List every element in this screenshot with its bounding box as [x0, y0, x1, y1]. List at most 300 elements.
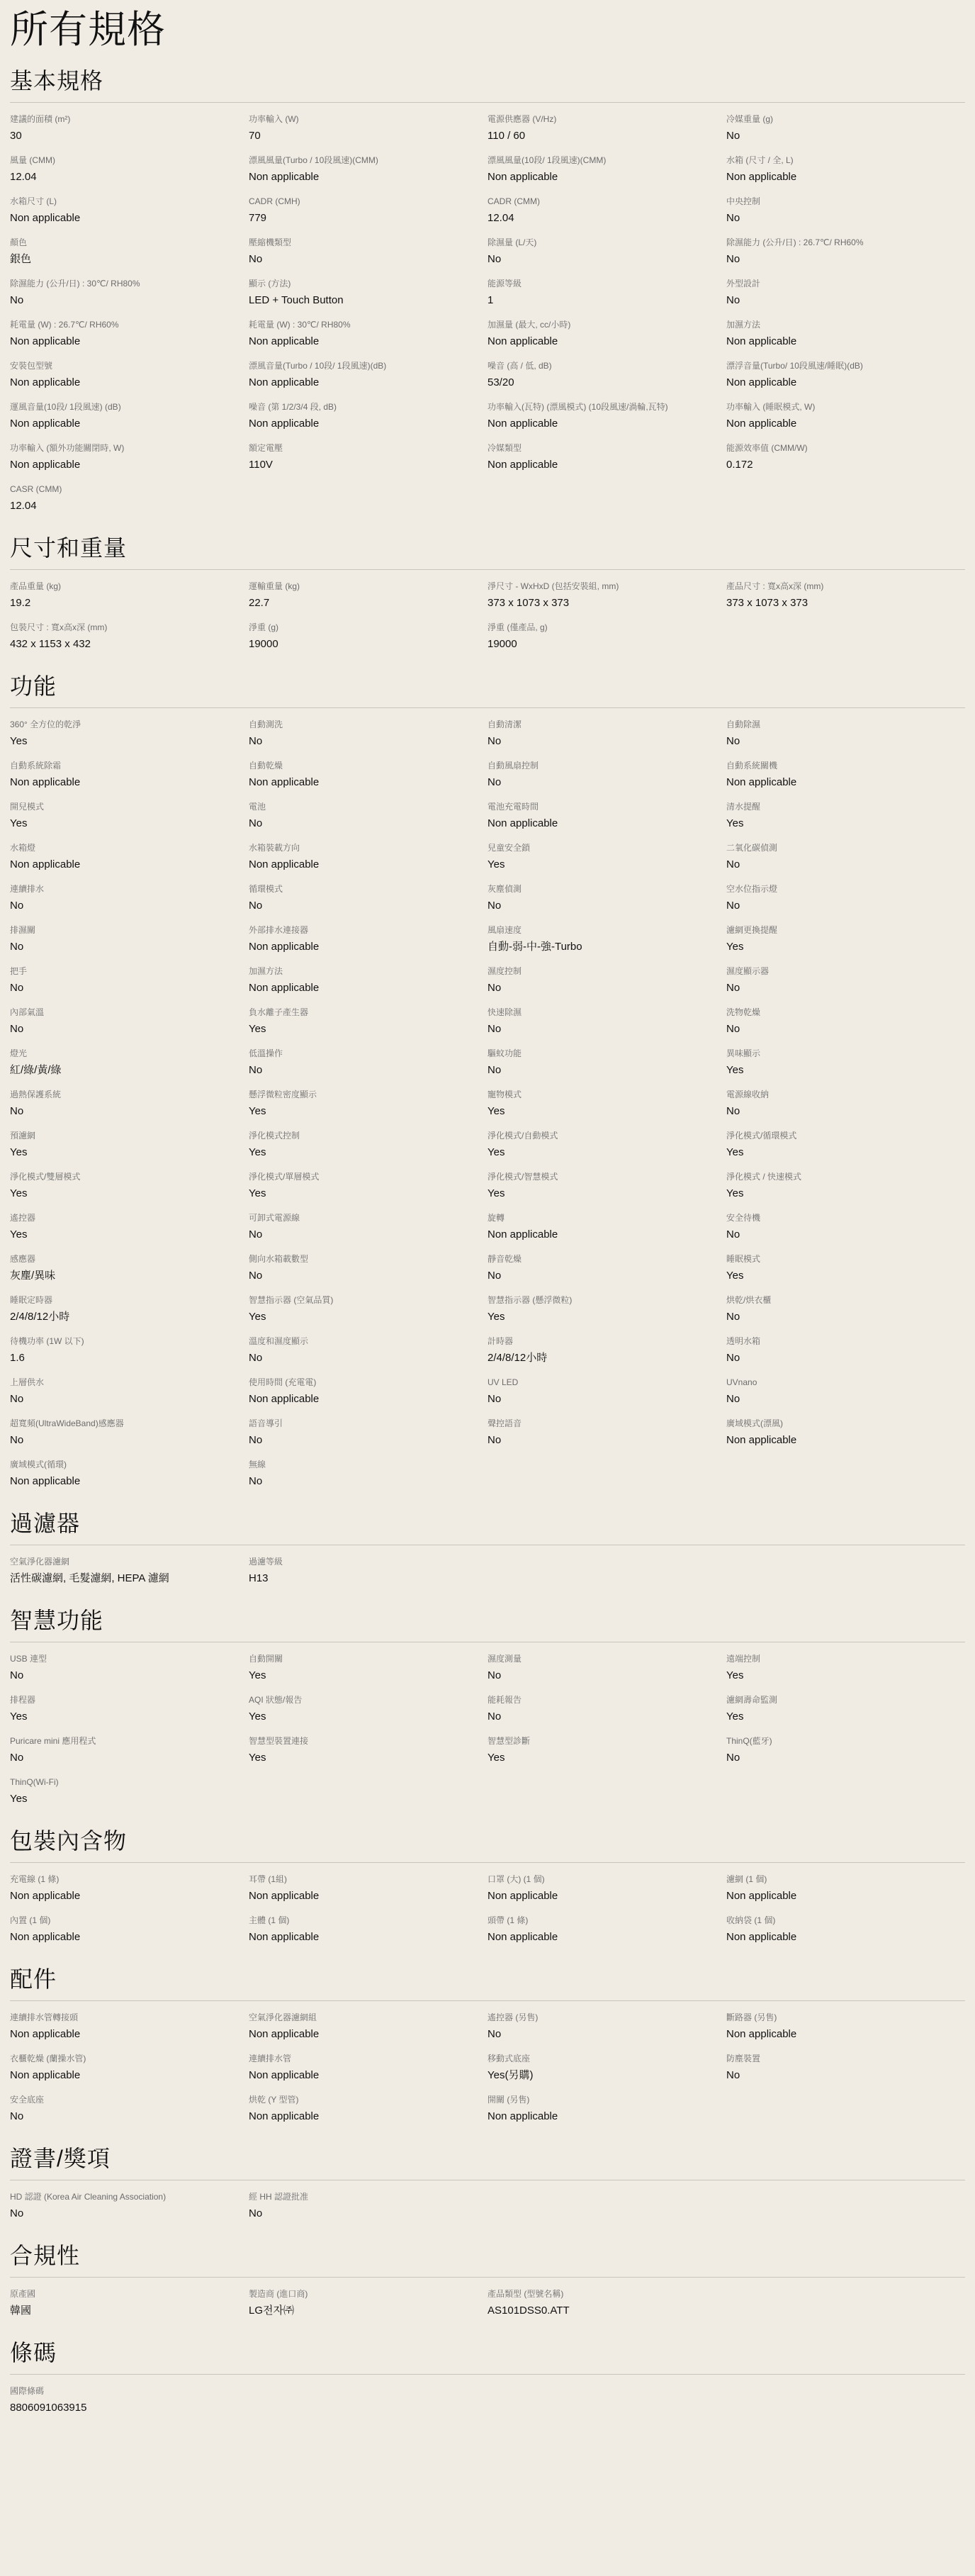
- spec-value: 韓國: [10, 2305, 32, 2317]
- spec-value: No: [488, 1393, 502, 1405]
- spec-item: [249, 359, 488, 401]
- spec-item: [10, 800, 249, 841]
- spec-label: 低溫操作: [249, 1048, 283, 1058]
- spec-label: 排濕關: [10, 925, 36, 935]
- spec-label: 功率輸入 (W): [249, 114, 299, 124]
- spec-label: 主體 (1 個): [249, 1915, 290, 1925]
- spec-item: [488, 759, 726, 800]
- spec-item: [726, 1652, 965, 1693]
- spec-label: 能源效率值 (CMM/W): [726, 443, 808, 453]
- spec-value: Non applicable: [488, 418, 558, 430]
- spec-section: [10, 1825, 965, 1955]
- spec-label: 過濾等級: [249, 1557, 283, 1567]
- spec-label: 透明水箱: [726, 1336, 761, 1346]
- spec-label: 側向水箱載數型: [249, 1254, 309, 1264]
- spec-label: 運風音量(10段/ 1段風速) (dB): [10, 402, 121, 412]
- spec-value: Non applicable: [10, 418, 81, 430]
- spec-value: No: [10, 941, 24, 953]
- spec-value: Non applicable: [488, 817, 558, 829]
- spec-item: [726, 113, 965, 154]
- spec-value: Non applicable: [726, 1434, 797, 1446]
- spec-item: [726, 883, 965, 924]
- spec-label: 淨化模式/循環模式: [726, 1131, 797, 1141]
- spec-label: 水箱燈: [10, 843, 36, 853]
- spec-label: 耳帶 (1組): [249, 1874, 288, 1884]
- spec-label: 水箱 (尺寸 / 全, L): [726, 155, 794, 165]
- spec-value: Non applicable: [10, 1475, 81, 1487]
- spec-label: 待機功率 (1W 以下): [10, 1336, 84, 1346]
- spec-value: Yes: [249, 1105, 266, 1117]
- spec-item: [488, 800, 726, 841]
- spec-value: Non applicable: [10, 335, 81, 347]
- spec-item: [10, 483, 249, 524]
- spec-value: Non applicable: [488, 2110, 558, 2122]
- spec-item: [488, 1129, 726, 1170]
- spec-label: 淨化模式/單層模式: [249, 1172, 320, 1182]
- spec-item: [249, 1652, 488, 1693]
- spec-label: 安裝包型號: [10, 361, 53, 371]
- spec-label: 外型設計: [726, 279, 761, 289]
- spec-value: 12.04: [10, 171, 37, 183]
- section-title: 合規性: [10, 2243, 81, 2268]
- spec-item: [249, 236, 488, 277]
- spec-value: No: [10, 1023, 24, 1035]
- spec-value: 19000: [249, 638, 278, 650]
- spec-value: Non applicable: [726, 1890, 797, 1902]
- spec-item: [10, 1458, 249, 1499]
- spec-label: 灰塵偵測: [488, 884, 522, 894]
- spec-value: Yes: [10, 1793, 28, 1805]
- spec-value: No: [726, 294, 740, 306]
- spec-item: [488, 1735, 726, 1776]
- spec-item: [726, 236, 965, 277]
- spec-item: [488, 621, 726, 662]
- spec-value: Yes(另購): [488, 2069, 534, 2081]
- spec-label: 遠端控制: [726, 1654, 761, 1664]
- spec-grid: [10, 2385, 965, 2426]
- spec-value: Non applicable: [249, 376, 320, 388]
- spec-value: Non applicable: [726, 418, 797, 430]
- spec-grid: [10, 718, 965, 1499]
- spec-item: [249, 580, 488, 621]
- spec-value: Non applicable: [249, 1393, 320, 1405]
- spec-label: 國際條碼: [10, 2386, 45, 2396]
- spec-label: 冷媒重量 (g): [726, 114, 774, 124]
- spec-label: 額定電壓: [249, 443, 283, 453]
- spec-item: [10, 318, 249, 359]
- spec-value: Non applicable: [488, 335, 558, 347]
- spec-label: 能耗報告: [488, 1695, 522, 1705]
- spec-grid: [10, 580, 965, 662]
- spec-value: No: [726, 1105, 740, 1117]
- spec-item: [249, 1914, 488, 1955]
- spec-section: [10, 2337, 965, 2426]
- spec-item: [249, 1693, 488, 1735]
- spec-item: [726, 1006, 965, 1047]
- spec-item: [488, 1652, 726, 1693]
- spec-label: 包裝尺寸 : 寬x高x深 (mm): [10, 622, 108, 632]
- spec-item: [249, 1417, 488, 1458]
- spec-item: [488, 1693, 726, 1735]
- spec-value: Yes: [10, 1146, 28, 1158]
- spec-label: 加濕量 (最大, cc/小時): [488, 320, 571, 330]
- spec-label: 功率輸入 (睡眠模式, W): [726, 402, 816, 412]
- spec-label: 自動開關: [249, 1654, 283, 1664]
- spec-item: [249, 1294, 488, 1335]
- spec-value: 2/4/8/12小時: [10, 1311, 70, 1323]
- spec-item: [726, 759, 965, 800]
- spec-item: [488, 1170, 726, 1211]
- spec-label: 濾網壽命監測: [726, 1695, 778, 1705]
- spec-item: [10, 2011, 249, 2052]
- spec-label: 壓縮機類型: [249, 237, 292, 247]
- spec-item: [249, 759, 488, 800]
- spec-label: 燈光: [10, 1048, 28, 1058]
- spec-item: [10, 277, 249, 318]
- spec-value: Non applicable: [488, 1890, 558, 1902]
- spec-label: 淨化模式/雙層模式: [10, 1172, 81, 1182]
- spec-label: 清水提醒: [726, 802, 761, 812]
- spec-value: Yes: [249, 1146, 266, 1158]
- spec-label: 原產國: [10, 2289, 36, 2299]
- spec-section: [10, 1508, 965, 1596]
- spec-value: No: [726, 735, 740, 747]
- spec-item: [10, 195, 249, 236]
- spec-item: [10, 1129, 249, 1170]
- spec-value: Non applicable: [726, 1931, 797, 1943]
- spec-section: [10, 2240, 965, 2329]
- spec-label: 過熱保護系統: [10, 1090, 62, 1099]
- spec-value: No: [10, 2207, 24, 2219]
- spec-item: [10, 113, 249, 154]
- spec-label: 口罩 (大) (1 個): [488, 1874, 545, 1884]
- spec-item: [10, 841, 249, 883]
- spec-value: Non applicable: [726, 376, 797, 388]
- spec-item: [249, 401, 488, 442]
- spec-value: Yes: [249, 1669, 266, 1681]
- spec-label: 噪音 (第 1/2/3/4 段, dB): [249, 402, 337, 412]
- spec-label: 風量 (CMM): [10, 155, 55, 165]
- spec-item: [726, 318, 965, 359]
- spec-label: 開兒模式: [10, 802, 45, 812]
- section-title: 尺寸和重量: [10, 535, 128, 561]
- spec-item: [726, 442, 965, 483]
- spec-label: AQI 狀態/報告: [249, 1695, 303, 1705]
- spec-label: UV LED: [488, 1377, 519, 1387]
- spec-item: [10, 621, 249, 662]
- spec-value: Non applicable: [10, 2028, 81, 2040]
- spec-item: [249, 1211, 488, 1253]
- spec-label: 自動系統除霜: [10, 761, 62, 771]
- spec-item: [488, 154, 726, 195]
- spec-item: [249, 2190, 488, 2231]
- spec-label: 快速除濕: [488, 1007, 522, 1017]
- section-divider: [10, 569, 965, 570]
- spec-value: No: [249, 1228, 263, 1241]
- spec-label: 自動風扇控制: [488, 761, 539, 771]
- spec-label: 電源線收納: [726, 1090, 770, 1099]
- spec-section: [10, 1964, 965, 2134]
- spec-label: 濾網 (1 個): [726, 1874, 767, 1884]
- spec-item: [249, 1129, 488, 1170]
- spec-value: 432 x 1153 x 432: [10, 638, 91, 650]
- spec-value: Yes: [249, 1023, 266, 1035]
- spec-item: [10, 1555, 249, 1596]
- spec-item: [10, 1776, 249, 1817]
- spec-label: 充電線 (1 條): [10, 1874, 60, 1884]
- spec-value: No: [488, 1270, 502, 1282]
- spec-label: 使用時間 (充電電): [249, 1377, 317, 1387]
- spec-label: 漂風風量(10段/ 1段風速)(CMM): [488, 155, 607, 165]
- spec-item: [488, 113, 726, 154]
- section-title: 證書/獎項: [10, 2146, 111, 2171]
- spec-label: 外部排水連接器: [249, 925, 309, 935]
- spec-value: Non applicable: [249, 2110, 320, 2122]
- spec-section: [10, 2143, 965, 2231]
- spec-value: Non applicable: [10, 776, 81, 788]
- spec-item: [488, 401, 726, 442]
- spec-value: Non applicable: [10, 376, 81, 388]
- spec-label: 水箱裝載方向: [249, 843, 300, 853]
- spec-label: 智慧型診斷: [488, 1736, 531, 1746]
- spec-value: Yes: [726, 817, 744, 829]
- spec-item: [726, 2052, 965, 2093]
- spec-item: [726, 1873, 965, 1914]
- spec-value: Non applicable: [249, 418, 320, 430]
- spec-value: No: [249, 253, 263, 265]
- spec-value: No: [10, 1434, 24, 1446]
- spec-value: 53/20: [488, 376, 514, 388]
- spec-item: [249, 1088, 488, 1129]
- spec-label: 二氧化碳偵測: [726, 843, 778, 853]
- spec-label: 排程器: [10, 1695, 36, 1705]
- section-title: 過濾器: [10, 1511, 81, 1536]
- spec-item: [726, 277, 965, 318]
- spec-label: 洗物乾燥: [726, 1007, 761, 1017]
- spec-value: 19000: [488, 638, 517, 650]
- spec-value: No: [249, 1064, 263, 1076]
- spec-value: 373 x 1073 x 373: [726, 597, 808, 609]
- spec-label: 廣域模式(循環): [10, 1460, 67, 1469]
- spec-label: 中央控制: [726, 196, 761, 206]
- spec-item: [488, 2093, 726, 2134]
- spec-value: 0.172: [726, 459, 753, 471]
- spec-label: 遙控器: [10, 1213, 36, 1223]
- spec-label: 安全底座: [10, 2095, 45, 2105]
- spec-value: No: [488, 253, 502, 265]
- spec-value: No: [10, 2110, 24, 2122]
- spec-label: 淨化模式控制: [249, 1131, 300, 1141]
- spec-value: 灰塵/異味: [10, 1270, 56, 1282]
- spec-value: Non applicable: [249, 1890, 320, 1902]
- spec-item: [10, 1335, 249, 1376]
- spec-sections: [10, 65, 965, 2426]
- spec-label: 功率輸入(瓦特) (漂風模式) (10段風速/渦輪,瓦特): [488, 402, 668, 412]
- spec-value: AS101DSS0.ATT: [488, 2305, 570, 2317]
- spec-item: [726, 841, 965, 883]
- spec-item: [10, 2385, 249, 2426]
- spec-item: [726, 800, 965, 841]
- spec-value: No: [249, 1352, 263, 1364]
- spec-value: No: [10, 982, 24, 994]
- spec-item: [488, 277, 726, 318]
- spec-item: [249, 2052, 488, 2093]
- page-title: 所有規格: [10, 9, 166, 51]
- spec-value: 373 x 1073 x 373: [488, 597, 570, 609]
- spec-label: 空氣淨化器濾網: [10, 1557, 70, 1567]
- spec-item: [10, 1735, 249, 1776]
- section-title: 基本規格: [10, 68, 104, 94]
- spec-label: 產品尺寸 : 寬x高x深 (mm): [726, 581, 824, 591]
- spec-label: 自動清潔: [488, 719, 522, 729]
- spec-label: 製造商 (進口商): [249, 2289, 308, 2299]
- spec-label: 把手: [10, 966, 28, 976]
- spec-label: 空水位指示燈: [726, 884, 778, 894]
- spec-value: No: [249, 735, 263, 747]
- spec-label: 風扇速度: [488, 925, 522, 935]
- spec-item: [10, 1873, 249, 1914]
- spec-label: 自動測洗: [249, 719, 283, 729]
- spec-label: 耗電量 (W) : 26.7℃/ RH60%: [10, 320, 119, 330]
- spec-item: [10, 718, 249, 759]
- spec-value: No: [726, 212, 740, 224]
- spec-item: [10, 1170, 249, 1211]
- spec-item: [726, 401, 965, 442]
- spec-value: Non applicable: [249, 2069, 320, 2081]
- spec-item: [10, 2093, 249, 2134]
- spec-label: 漂風風量(Turbo / 10段風速)(CMM): [249, 155, 378, 165]
- spec-item: [249, 1458, 488, 1499]
- spec-item: [488, 841, 726, 883]
- spec-item: [726, 154, 965, 195]
- spec-label: 頭帶 (1 條): [488, 1915, 529, 1925]
- spec-item: [249, 318, 488, 359]
- spec-value: No: [488, 1710, 502, 1723]
- spec-value: Yes: [726, 941, 744, 953]
- spec-value: 1.6: [10, 1352, 25, 1364]
- spec-grid: [10, 1652, 965, 1817]
- spec-item: [10, 236, 249, 277]
- spec-value: No: [488, 776, 502, 788]
- spec-label: 智慧型裝置連接: [249, 1736, 309, 1746]
- spec-label: 水箱尺寸 (L): [10, 196, 57, 206]
- spec-value: No: [726, 900, 740, 912]
- spec-label: 超寬頻(UltraWideBand)感應器: [10, 1418, 124, 1428]
- spec-item: [488, 2011, 726, 2052]
- spec-label: 兒童安全鎖: [488, 843, 531, 853]
- spec-label: 除濕能力 (公升/日) : 26.7℃/ RH60%: [726, 237, 864, 247]
- spec-item: [488, 1294, 726, 1335]
- spec-value: Yes: [488, 1146, 505, 1158]
- spec-section: [10, 1605, 965, 1817]
- spec-label: 濕度控制: [488, 966, 522, 976]
- spec-item: [10, 759, 249, 800]
- spec-label: 電池充電時間: [488, 802, 539, 812]
- spec-label: 電池: [249, 802, 266, 812]
- spec-value: Non applicable: [10, 858, 81, 870]
- spec-label: 負水離子產生器: [249, 1007, 309, 1017]
- spec-label: 能源等級: [488, 279, 522, 289]
- spec-label: 耗電量 (W) : 30℃/ RH80%: [249, 320, 351, 330]
- spec-value: Yes: [726, 1710, 744, 1723]
- spec-item: [726, 924, 965, 965]
- spec-label: 加濕方法: [726, 320, 761, 330]
- spec-item: [488, 236, 726, 277]
- spec-value: Yes: [10, 1187, 28, 1199]
- spec-item: [249, 1006, 488, 1047]
- spec-item: [488, 924, 726, 965]
- spec-item: [726, 1294, 965, 1335]
- spec-value: No: [10, 294, 24, 306]
- section-divider: [10, 707, 965, 708]
- spec-item: [249, 442, 488, 483]
- spec-label: 濾網更換提醒: [726, 925, 778, 935]
- spec-value: Yes: [10, 817, 28, 829]
- spec-value: LG전자㈜: [249, 2305, 294, 2317]
- spec-value: Yes: [10, 1710, 28, 1723]
- spec-item: [249, 621, 488, 662]
- spec-label: 烘乾 (Y 型管): [249, 2095, 299, 2105]
- spec-value: Non applicable: [10, 212, 81, 224]
- spec-value: 紅/綠/黃/綠: [10, 1064, 62, 1076]
- section-title: 包裝內含物: [10, 1828, 128, 1854]
- spec-label: 驅蚊功能: [488, 1048, 522, 1058]
- spec-value: Non applicable: [488, 1931, 558, 1943]
- spec-value: No: [10, 1105, 24, 1117]
- spec-value: No: [10, 900, 24, 912]
- spec-label: 感應器: [10, 1254, 36, 1264]
- spec-label: 睡眠定時器: [10, 1295, 53, 1305]
- spec-item: [10, 965, 249, 1006]
- spec-label: 無線: [249, 1460, 266, 1469]
- section-divider: [10, 102, 965, 103]
- spec-label: 遙控器 (另售): [488, 2012, 539, 2022]
- spec-label: CADR (CMM): [488, 196, 540, 206]
- spec-value: Non applicable: [488, 1228, 558, 1241]
- spec-label: 產品重量 (kg): [10, 581, 62, 591]
- spec-value: No: [488, 1064, 502, 1076]
- spec-value: No: [726, 1352, 740, 1364]
- spec-label: 建議的面積 (m²): [10, 114, 71, 124]
- spec-label: 預濾網: [10, 1131, 36, 1141]
- spec-value: Non applicable: [249, 941, 320, 953]
- spec-label: Puricare mini 應用程式: [10, 1736, 96, 1746]
- spec-item: [249, 1555, 488, 1596]
- spec-label: ThinQ(藍牙): [726, 1736, 772, 1746]
- spec-value: Yes: [726, 1669, 744, 1681]
- spec-value: 銀色: [10, 253, 32, 265]
- spec-item: [249, 2287, 488, 2329]
- spec-item: [10, 1088, 249, 1129]
- spec-item: [726, 1376, 965, 1417]
- spec-value: 70: [249, 130, 261, 142]
- spec-grid: [10, 2287, 965, 2329]
- spec-value: Non applicable: [726, 335, 797, 347]
- spec-label: UVnano: [726, 1377, 757, 1387]
- spec-value: No: [488, 735, 502, 747]
- spec-item: [10, 401, 249, 442]
- spec-value: Yes: [488, 1752, 505, 1764]
- spec-item: [10, 1047, 249, 1088]
- spec-value: Yes: [726, 1187, 744, 1199]
- spec-item: [726, 1693, 965, 1735]
- spec-label: 移動式底座: [488, 2054, 531, 2063]
- spec-item: [249, 1873, 488, 1914]
- spec-item: [10, 359, 249, 401]
- spec-value: 12.04: [488, 212, 514, 224]
- spec-value: 22.7: [249, 597, 270, 609]
- spec-value: Yes: [249, 1710, 266, 1723]
